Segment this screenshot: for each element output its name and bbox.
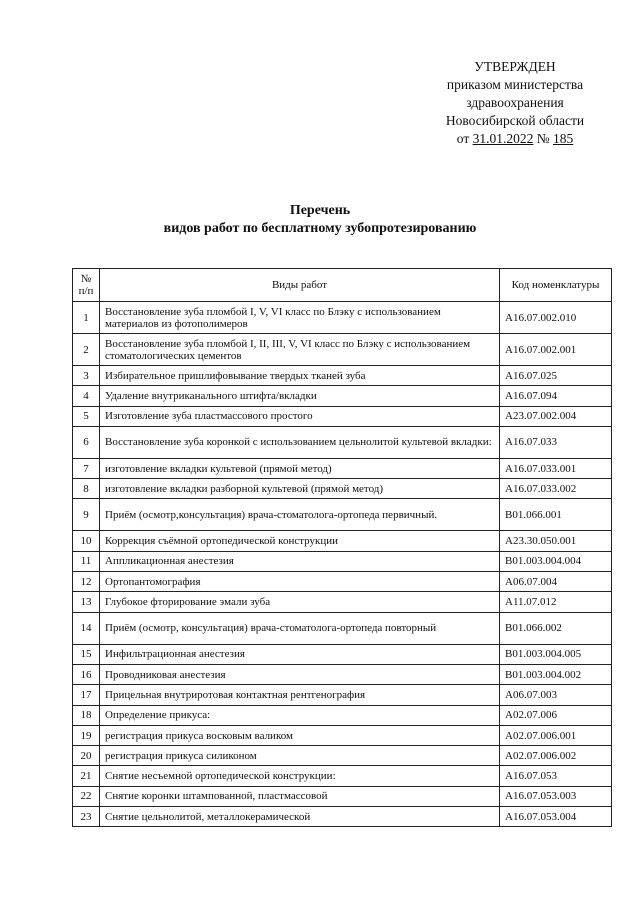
table-row <box>73 807 612 827</box>
row-code: A16.07.033 <box>500 426 612 458</box>
table-row <box>73 366 612 386</box>
row-code: B01.003.004.005 <box>500 644 612 664</box>
row-code: A06.07.004 <box>500 572 612 592</box>
row-num: 8 <box>73 479 100 499</box>
row-work: Определение прикуса: <box>100 705 500 725</box>
row-num: 10 <box>73 531 100 551</box>
table-row <box>73 766 612 786</box>
row-work: Снятие несъемной ортопедической конструкции: <box>100 766 500 786</box>
table-row <box>73 572 612 592</box>
row-num: 11 <box>73 551 100 571</box>
row-num: 16 <box>73 664 100 684</box>
row-num: 6 <box>73 426 100 458</box>
row-num: 12 <box>73 572 100 592</box>
row-num: 7 <box>73 458 100 478</box>
table-row <box>73 685 612 705</box>
row-work: изготовление вкладки разборной культевой (прямой метод) <box>100 479 500 499</box>
row-work: Глубокое фторирование эмали зуба <box>100 592 500 612</box>
row-code: B01.066.001 <box>500 499 612 531</box>
table-row <box>73 458 612 478</box>
date-prefix: от <box>456 131 470 146</box>
row-code: B01.066.002 <box>500 612 612 644</box>
row-num: 3 <box>73 366 100 386</box>
row-work: регистрация прикуса силиконом <box>100 746 500 766</box>
row-code: A16.07.033.001 <box>500 458 612 478</box>
document-title <box>0 202 640 238</box>
row-num: 1 <box>73 302 100 334</box>
title-line-1: Перечень <box>289 203 351 218</box>
table-row <box>73 334 612 366</box>
table-row <box>73 705 612 725</box>
row-work: Приём (осмотр, консультация) врача-стоматолога-ортопеда повторный <box>100 612 500 644</box>
row-work: изготовление вкладки культевой (прямой метод) <box>100 458 500 478</box>
row-num: 19 <box>73 725 100 745</box>
table-row <box>73 406 612 426</box>
table-row <box>73 725 612 745</box>
approval-date-line <box>420 130 610 148</box>
table-row <box>73 664 612 684</box>
row-code: A02.07.006 <box>500 705 612 725</box>
header-work: Виды работ <box>100 269 500 302</box>
number-sign: № <box>536 131 550 146</box>
table-row <box>73 612 612 644</box>
row-work: Удаление внутриканального штифта/вкладки <box>100 386 500 406</box>
row-work: Ортопантомография <box>100 572 500 592</box>
approval-line: приказом министерства <box>446 77 584 92</box>
approval-date: 31.01.2022 <box>472 131 534 146</box>
row-num: 9 <box>73 499 100 531</box>
table-row <box>73 479 612 499</box>
row-work: Проводниковая анестезия <box>100 664 500 684</box>
row-work: Изготовление зуба пластмассового простого <box>100 406 500 426</box>
title-line-2: видов работ по бесплатному зубопротезированию <box>163 221 477 236</box>
table-row <box>73 426 612 458</box>
row-code: A16.07.094 <box>500 386 612 406</box>
row-num: 20 <box>73 746 100 766</box>
row-work: Коррекция съёмной ортопедической конструкции <box>100 531 500 551</box>
row-num: 5 <box>73 406 100 426</box>
table-row <box>73 746 612 766</box>
row-num: 14 <box>73 612 100 644</box>
row-code: A16.07.002.010 <box>500 302 612 334</box>
row-num: 13 <box>73 592 100 612</box>
row-code: A16.07.053.003 <box>500 786 612 806</box>
row-code: A06.07.003 <box>500 685 612 705</box>
row-work: Избирательное пришлифовывание твердых тканей зуба <box>100 366 500 386</box>
row-work: Инфильтрационная анестезия <box>100 644 500 664</box>
order-number: 185 <box>553 131 574 146</box>
row-code: A16.07.025 <box>500 366 612 386</box>
row-work: Прицельная внутриротовая контактная рентгенография <box>100 685 500 705</box>
row-work: Снятие коронки штампованной, пластмассовой <box>100 786 500 806</box>
row-num: 18 <box>73 705 100 725</box>
approval-heading: УТВЕРЖДЕН <box>474 59 556 74</box>
table-row <box>73 644 612 664</box>
row-code: A11.07.012 <box>500 592 612 612</box>
works-table <box>72 268 612 827</box>
row-code: A02.07.006.002 <box>500 746 612 766</box>
row-code: A02.07.006.001 <box>500 725 612 745</box>
approval-line: здравоохранения <box>466 95 564 110</box>
row-num: 21 <box>73 766 100 786</box>
header-code: Код номенклатуры <box>500 269 612 302</box>
table-row <box>73 551 612 571</box>
table-row <box>73 499 612 531</box>
table-row <box>73 302 612 334</box>
row-work: Восстановление зуба коронкой с использованием цельнолитой культевой вкладки: <box>100 426 500 458</box>
table-row <box>73 786 612 806</box>
table-row <box>73 386 612 406</box>
row-code: A16.07.033.002 <box>500 479 612 499</box>
row-num: 2 <box>73 334 100 366</box>
row-code: A16.07.053.004 <box>500 807 612 827</box>
header-num: № п/п <box>73 269 100 302</box>
approval-line: Новосибирской области <box>445 113 585 128</box>
row-work: Приём (осмотр,консультация) врача-стоматолога-ортопеда первичный. <box>100 499 500 531</box>
row-code: A23.07.002.004 <box>500 406 612 426</box>
row-code: B01.003.004.002 <box>500 664 612 684</box>
row-work: Восстановление зуба пломбой I, V, VI класс по Блэку с использованием материалов из фотополимеров <box>100 302 500 334</box>
row-num: 15 <box>73 644 100 664</box>
row-num: 17 <box>73 685 100 705</box>
row-num: 22 <box>73 786 100 806</box>
row-work: Снятие цельнолитой, металлокерамической <box>100 807 500 827</box>
table-row <box>73 592 612 612</box>
row-code: B01.003.004.004 <box>500 551 612 571</box>
row-work: регистрация прикуса восковым валиком <box>100 725 500 745</box>
row-num: 4 <box>73 386 100 406</box>
table-row <box>73 531 612 551</box>
row-work: Аппликационная анестезия <box>100 551 500 571</box>
table-header-row <box>73 269 612 302</box>
approval-stamp <box>420 58 610 148</box>
row-work: Восстановление зуба пломбой I, II, III, V, VI класс по Блэку с использованием стоматологических цементов <box>100 334 500 366</box>
row-code: A16.07.002.001 <box>500 334 612 366</box>
row-code: A23.30.050.001 <box>500 531 612 551</box>
row-code: A16.07.053 <box>500 766 612 786</box>
row-num: 23 <box>73 807 100 827</box>
